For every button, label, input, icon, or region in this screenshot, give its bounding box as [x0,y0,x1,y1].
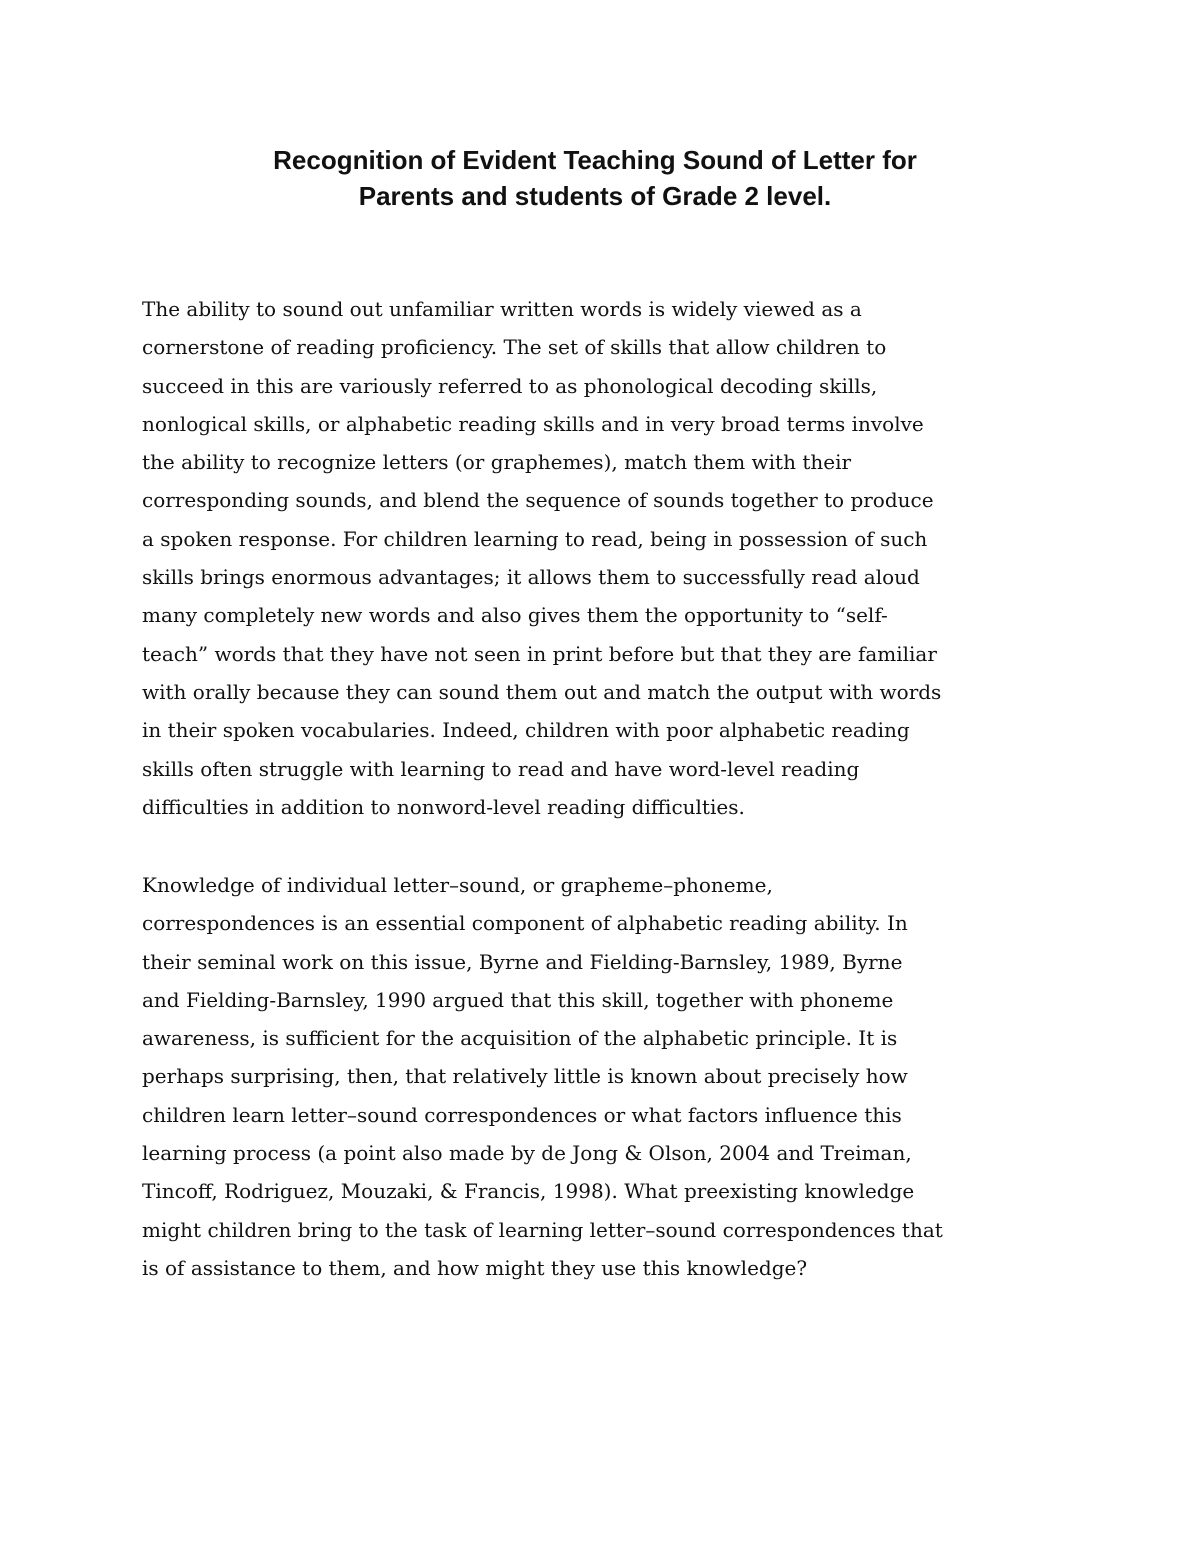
text-line: the ability to recognize letters (or graphemes), match them with their [142,450,852,475]
document-title [0,142,1190,214]
text-line: The ability to sound out unfamiliar written words is widely viewed as a [142,297,862,321]
text-line: skills brings enormous advantages; it allows them to successfully read aloud [142,565,920,590]
text-line: cornerstone of reading proficiency. The set of skills that allow children to [142,335,887,360]
text-line: skills often struggle with learning to read and have word-level reading [142,756,860,781]
text-line: and Fielding-Barnsley, 1990 argued that this skill, together with phoneme [142,987,894,1012]
text-line: in their spoken vocabularies. Indeed, children with poor alphabetic reading [142,718,910,743]
text-line: succeed in this are variously referred to as phonological decoding skills, [142,373,878,398]
text-line: perhaps surprising, then, that relatively little is known about precisely how [142,1064,908,1089]
text-line: might children bring to the task of learning letter–sound correspondences that [142,1217,943,1242]
text-line: children learn letter–sound correspondences or what factors influence this [142,1102,902,1127]
text-line: nonlogical skills, or alphabetic reading skills and in very broad terms involve [142,411,924,436]
text-line: corresponding sounds, and blend the sequence of sounds together to produce [142,488,934,513]
text-line: Tincoff, Rodriguez, Mouzaki, & Francis, 1998). What preexisting knowledge [142,1179,915,1204]
text-line: with orally because they can sound them out and match the output with words [142,679,942,704]
text-line: their seminal work on this issue, Byrne and Fielding-Barnsley, 1989, Byrne [142,949,903,974]
body-paragraph-1 [142,290,1082,826]
text-line: awareness, is sufficient for the acquisition of the alphabetic principle. It is [142,1026,898,1051]
text-line: learning process (a point also made by de Jong & Olson, 2004 and Treiman, [142,1141,912,1166]
text-line: Knowledge of individual letter–sound, or grapheme–phoneme, [142,873,773,897]
text-line: many completely new words and also gives them the opportunity to “self- [142,603,888,628]
text-line: a spoken response. For children learning to read, being in possession of such [142,526,928,551]
text-line: teach” words that they have not seen in print before but that they are familiar [142,641,937,666]
text-line: correspondences is an essential component of alphabetic reading ability. In [142,911,908,936]
title-line: Recognition of Evident Teaching Sound of Letter for [273,145,917,175]
text-line: is of assistance to them, and how might they use this knowledge? [142,1255,808,1280]
text-line: difficulties in addition to nonword-level reading difficulties. [142,794,745,819]
title-line: Parents and students of Grade 2 level. [358,181,832,211]
body-paragraph-2 [142,866,1082,1287]
